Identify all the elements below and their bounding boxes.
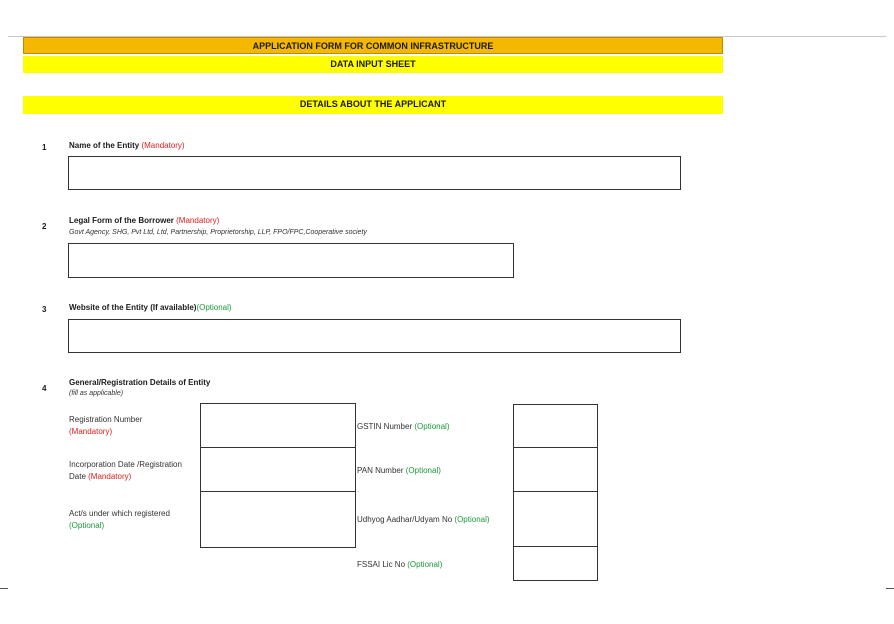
website-input[interactable] <box>68 319 681 353</box>
mandatory-tag: (Mandatory) <box>141 141 185 150</box>
label-registration-number: Registration Number (Mandatory) <box>69 415 143 436</box>
label-act-registered: Act/s under which registered (Optional) <box>69 509 170 530</box>
form-title-bar <box>23 37 723 54</box>
fssai-input[interactable] <box>513 546 598 581</box>
gstin-input[interactable] <box>513 404 598 449</box>
section-header: DETAILS ABOUT THE APPLICANT <box>299 99 447 109</box>
entity-name-input[interactable] <box>68 156 681 190</box>
sheet-subtitle-bar <box>23 56 723 73</box>
pan-input[interactable] <box>513 447 598 493</box>
form-title: APPLICATION FORM FOR COMMON INFRASTRUCTURE <box>252 41 494 51</box>
section-header-bar <box>23 96 723 114</box>
mandatory-tag: (Mandatory) <box>69 427 113 436</box>
act-registered-input[interactable] <box>200 491 356 548</box>
legal-form-input[interactable] <box>68 243 514 278</box>
udyog-input[interactable] <box>513 491 598 548</box>
mandatory-tag: (Mandatory) <box>176 216 220 225</box>
sheet-subtitle: DATA INPUT SHEET <box>330 59 416 69</box>
field-number: 2 <box>42 222 47 231</box>
legal-form-hint: Govt Agency, SHG, Pvt Ltd, Ltd, Partnership, Proprietorship, LLP, FPO/FPC,Cooperative society <box>69 229 367 236</box>
field-label-legal-form: Legal Form of the Borrower (Mandatory) <box>69 216 220 225</box>
field-label-entity-name: Name of the Entity (Mandatory) <box>69 141 185 150</box>
label-pan: PAN Number (Optional) <box>357 466 441 475</box>
optional-tag: (Optional) <box>454 515 490 524</box>
page-corner-mark-left <box>0 588 8 589</box>
field-number: 3 <box>42 305 47 314</box>
field-number: 4 <box>42 384 47 393</box>
registration-hint: (fill as applicable) <box>69 390 124 397</box>
label-udyog: Udhyog Aadhar/Udyam No (Optional) <box>357 515 490 524</box>
optional-tag: (Optional) <box>405 466 441 475</box>
label-incorporation-date: Incorporation Date /Registration Date (Mandatory) <box>69 460 182 481</box>
field-number: 1 <box>42 143 47 152</box>
mandatory-tag: (Mandatory) <box>88 472 132 481</box>
optional-tag: (Optional) <box>414 422 450 431</box>
page-corner-mark-right <box>886 588 894 589</box>
optional-tag: (Optional) <box>69 521 105 530</box>
registration-number-input[interactable] <box>200 403 356 449</box>
field-label-registration-details: General/Registration Details of Entity <box>69 378 211 387</box>
label-fssai: FSSAI Lic No (Optional) <box>357 560 443 569</box>
label-gstin: GSTIN Number (Optional) <box>357 422 450 431</box>
field-label-website: Website of the Entity (If available)(Optional) <box>69 303 232 312</box>
incorporation-date-input[interactable] <box>200 447 356 493</box>
optional-tag: (Optional) <box>407 560 443 569</box>
optional-tag: (Optional) <box>196 303 232 312</box>
